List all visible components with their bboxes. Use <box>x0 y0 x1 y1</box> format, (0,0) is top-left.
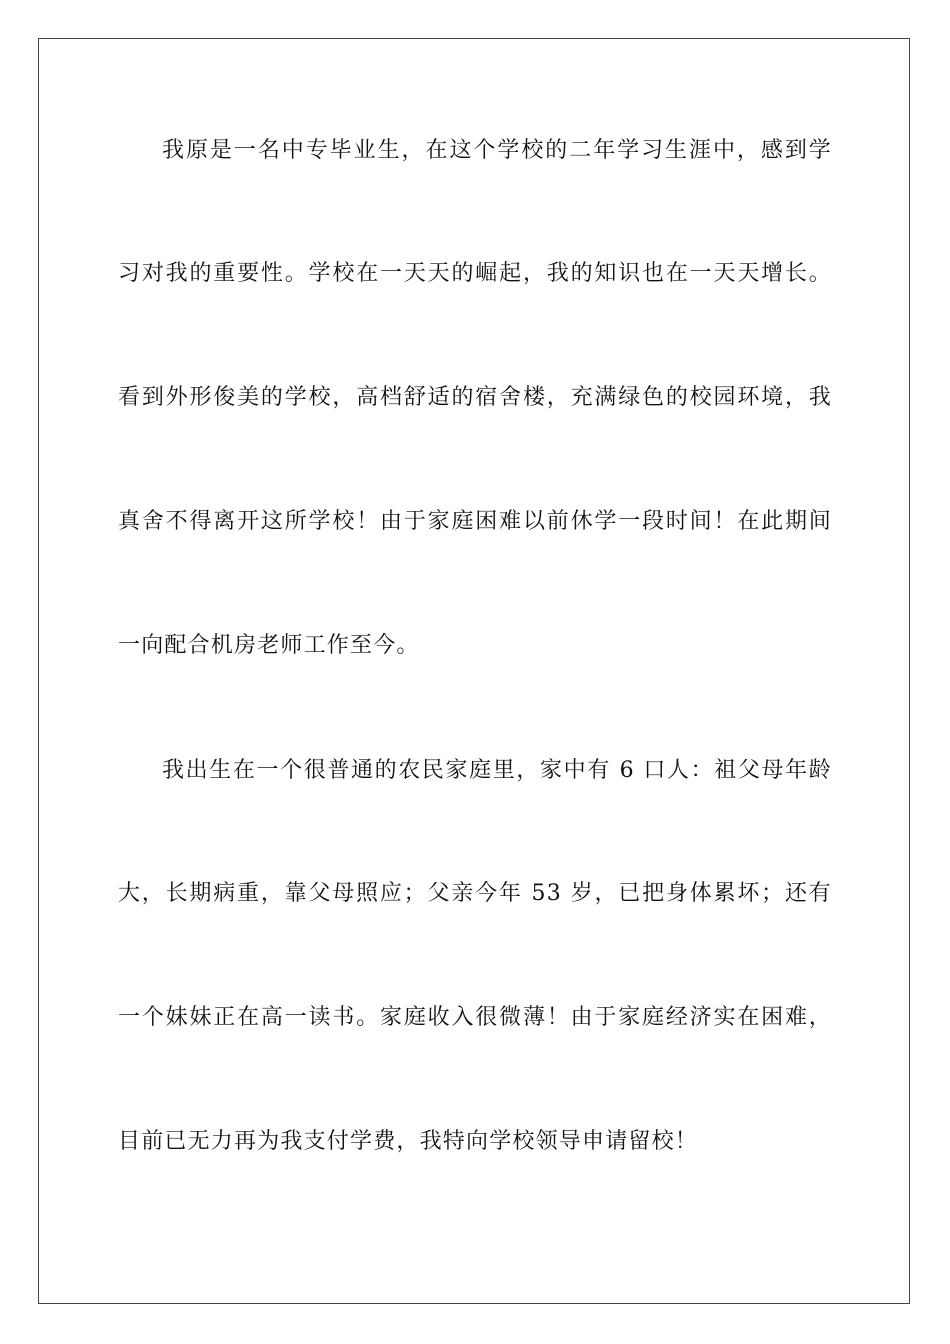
paragraph-1-line-2: 习对我的重要性。学校在一天天的崛起，我的知识也在一天天增长。 <box>118 261 832 286</box>
paragraph-2-line-3: 一个妹妹正在高一读书。家庭收入很微薄！由于家庭经济实在困难， <box>118 1005 832 1030</box>
paragraph-1-line-1: 我原是一名中专毕业生，在这个学校的二年学习生涯中，感到学 <box>162 138 832 163</box>
paragraph-1-line-4: 真舍不得离开这所学校！由于家庭困难以前休学一段时间！在此期间 <box>118 509 832 534</box>
paragraph-2-line-2: 大，长期病重，靠父母照应；父亲今年 53 岁，已把身体累坏；还有 <box>118 881 832 906</box>
paragraph-1-line-3: 看到外形俊美的学校，高档舒适的宿舍楼，充满绿色的校园环境，我 <box>118 385 832 410</box>
paragraph-1-line-5: 一向配合机房老师工作至今。 <box>118 633 420 658</box>
paragraph-2-line-4: 目前已无力再为我支付学费，我特向学校领导申请留校！ <box>118 1129 699 1154</box>
page-border <box>38 38 910 1304</box>
paragraph-2-line-1: 我出生在一个很普通的农民家庭里，家中有 6 口人：祖父母年龄 <box>162 758 832 783</box>
